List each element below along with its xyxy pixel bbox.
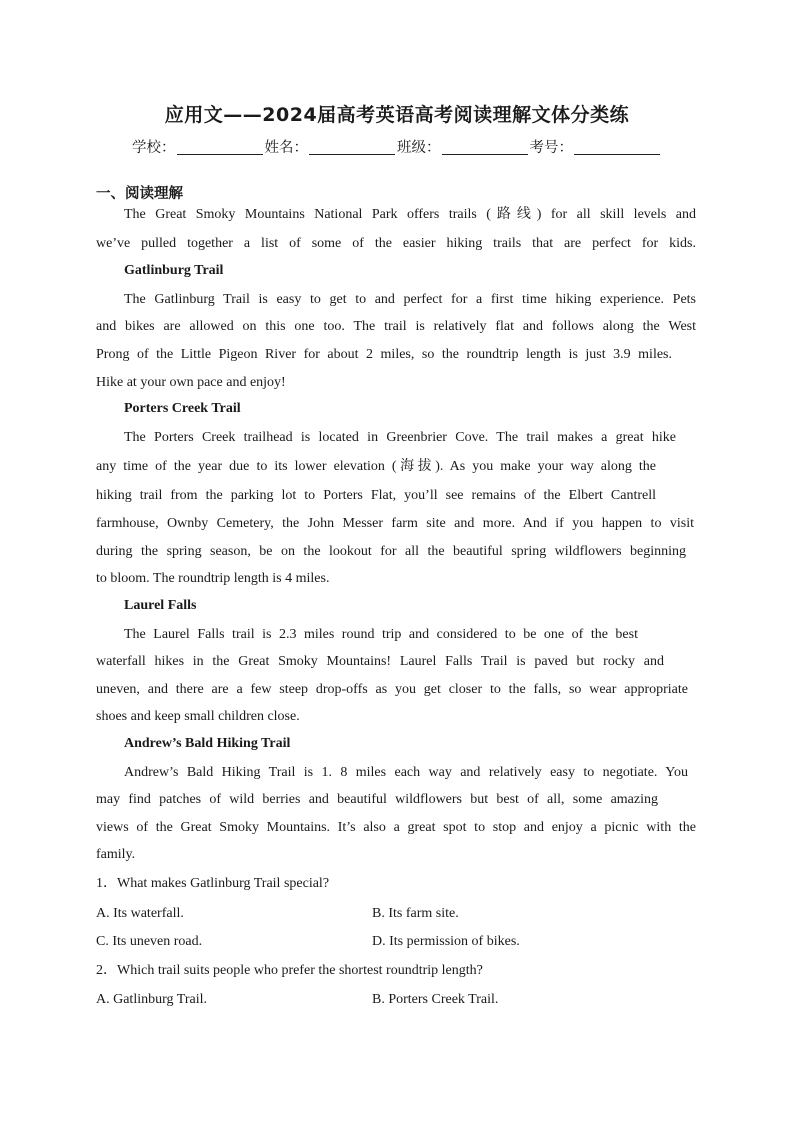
- paragraph-line: Andrew’s Bald Hiking Trail is 1. 8 miles each way and relatively easy to negotiate. You: [124, 765, 688, 780]
- intro-line: we’ve pulled together a list of some of the easier hiking trails that are perfect for kids.: [96, 236, 696, 251]
- answer-option[interactable]: A. Its waterfall.: [96, 906, 184, 921]
- trail-heading: Gatlinburg Trail: [124, 263, 224, 278]
- paragraph-line: any time of the year due to its lower elevation (海拔). As you make your way along the: [96, 459, 656, 474]
- paragraph-line: Prong of the Little Pigeon River for about 2 miles, so the roundtrip length is just 3.9 miles.: [96, 347, 672, 362]
- student-info-fields: [0, 136, 794, 157]
- paragraph-line: The Laurel Falls trail is 2.3 miles round trip and considered to be one of the best: [124, 627, 638, 642]
- paragraph-line: may find patches of wild berries and beautiful wildflowers but best of all, some amazing: [96, 792, 658, 807]
- paragraph-line: to bloom. The roundtrip length is 4 miles.: [96, 571, 330, 586]
- trail-heading: Porters Creek Trail: [124, 401, 241, 416]
- trail-heading: Laurel Falls: [124, 598, 197, 613]
- section-heading: 一、阅读理解: [96, 186, 183, 202]
- question-stem: 2．Which trail suits people who prefer the shortest roundtrip length?: [96, 963, 483, 978]
- name-blank[interactable]: [309, 140, 395, 155]
- exam-number-label: 考号：: [529, 140, 573, 156]
- answer-option[interactable]: D. Its permission of bikes.: [372, 934, 520, 949]
- exam-number-blank[interactable]: [574, 140, 660, 155]
- paragraph-line: The Porters Creek trailhead is located in Greenbrier Cove. The trail makes a great hike: [124, 430, 676, 445]
- answer-option[interactable]: A. Gatlinburg Trail.: [96, 992, 207, 1007]
- trail-heading: Andrew’s Bald Hiking Trail: [124, 736, 291, 751]
- paragraph-line: Hike at your own pace and enjoy!: [96, 375, 286, 390]
- answer-option[interactable]: B. Its farm site.: [372, 906, 459, 921]
- paragraph-line: hiking trail from the parking lot to Porters Flat, you’ll see remains of the Elbert Cantrell: [96, 488, 656, 503]
- paragraph-line: views of the Great Smoky Mountains. It’s also a great spot to stop and enjoy a picnic with the: [96, 820, 696, 835]
- paragraph-line: and bikes are allowed on this one too. The trail is relatively flat and follows along the West: [96, 319, 696, 334]
- paragraph-line: uneven, and there are a few steep drop-offs as you get closer to the falls, so wear appropriate: [96, 682, 688, 697]
- paragraph-line: shoes and keep small children close.: [96, 709, 300, 724]
- page-title: 应用文——2024届高考英语高考阅读理解文体分类练: [164, 104, 630, 126]
- answer-option[interactable]: B. Porters Creek Trail.: [372, 992, 499, 1007]
- paragraph-line: family.: [96, 847, 136, 862]
- paragraph-line: The Gatlinburg Trail is easy to get to and perfect for a first time hiking experience. Pets: [124, 292, 696, 307]
- question-stem: 1．What makes Gatlinburg Trail special?: [96, 876, 330, 891]
- paragraph-line: farmhouse, Ownby Cemetery, the John Messer farm site and more. And if you happen to visit: [96, 516, 694, 531]
- class-blank[interactable]: [442, 140, 528, 155]
- name-label: 姓名：: [264, 140, 308, 156]
- intro-line: The Great Smoky Mountains National Park offers trails (路线) for all skill levels and: [124, 207, 696, 222]
- school-blank[interactable]: [177, 140, 263, 155]
- paragraph-line: waterfall hikes in the Great Smoky Mountains! Laurel Falls Trail is paved but rocky and: [96, 654, 664, 669]
- answer-option[interactable]: C. Its uneven road.: [96, 934, 203, 949]
- class-label: 班级：: [397, 140, 441, 156]
- paragraph-line: during the spring season, be on the lookout for all the beautiful spring wildflowers beginning: [96, 544, 686, 559]
- school-label: 学校：: [132, 140, 176, 156]
